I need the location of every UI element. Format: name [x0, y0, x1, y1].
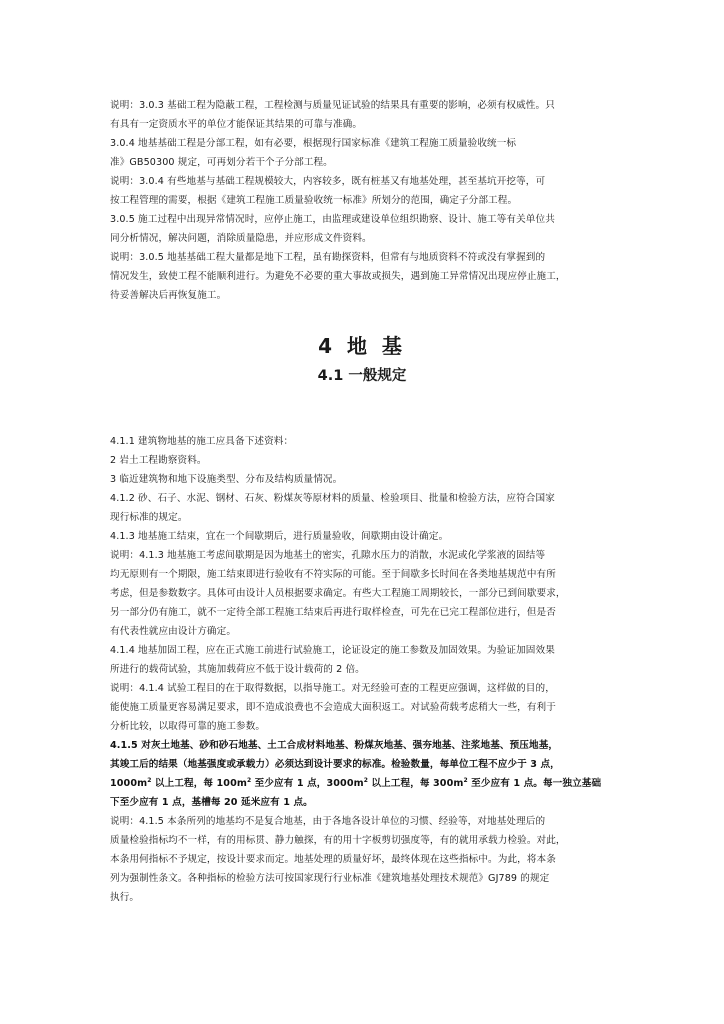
text-line: 现行标准的规定。 [110, 512, 188, 523]
text-line: 本条用何指标不予规定，按设计要求而定。地基处理的质量好坏，最终体现在这些指标中。为此，将本条 [110, 854, 556, 865]
paragraph-group [110, 96, 630, 305]
text-line: 有具有一定资质水平的单位才能保证其结果的可靠与准确。 [110, 119, 363, 130]
text-line: 说明：4.1.3 地基施工考虑间歇期是因为地基土的密实，孔隙水压力的消散，水泥或化学浆液的固结等 [110, 550, 546, 561]
clause-line: 4.1.5 对灰土地基、砂和砂石地基、土工合成材料地基、粉煤灰地基、强夯地基、注浆地基、预压地基， [110, 740, 559, 751]
text-line: 有代表性就应由设计方确定。 [110, 626, 237, 637]
text-line: 4.1.4 地基加固工程，应在正式施工前进行试验施工，论证设定的施工参数及加固效果。为验证加固效果 [110, 645, 555, 656]
text-line: 说明：3.0.5 地基基础工程大量都是地下工程，虽有勘探资料，但常有与地质资料不符或没有掌握到的 [110, 252, 546, 263]
text-line: 4.1.2 砂、石子、水泥、钢材、石灰、粉煤灰等原材料的质量、检验项目、批量和检验方法，应符合国家 [110, 493, 555, 504]
text-line: 执行。 [110, 892, 140, 903]
text-line: 4.1.3 地基施工结束，宜在一个间歇期后，进行质量验收，间歇期由设计确定。 [110, 531, 449, 542]
text-block-explanation-4-1-5 [110, 812, 630, 907]
text-line: 另一部分仍有施工，就不一定待全部工程施工结束后再进行取样检查，可先在已完工程部位进行，但是否 [110, 607, 556, 618]
text-line: 分析比较，以取得可靠的施工参数。 [110, 721, 266, 732]
clause-line: $1000m^2$ 以上工程，每 $100m^2$ 至少应有 1 点，$3000m^2$ 以上工程，每 $300m^2$ 至少应有 1 点。每一独立基础 [110, 777, 602, 789]
text-line: 3 临近建筑物和地下设施类型、分布及结构质量情况。 [110, 474, 343, 485]
text-line: 同分析情况，解决问题，消除质量隐患，并应形成文件资料。 [110, 233, 372, 244]
paragraph-group [110, 812, 630, 907]
text-line: 准》GB50300 规定，可再划分若干个子分部工程。 [110, 157, 333, 168]
text-line: 均无原则有一个期限，施工结束即进行验收有不符实际的可能。至于间歇多长时间在各类地基规范中有所 [110, 569, 556, 580]
clause-line: 下至少应有 1 点，基槽每 20 延米应有 1 点。 [110, 797, 313, 808]
text-line: 2 岩土工程勘察资料。 [110, 455, 207, 466]
paragraph-group [110, 432, 630, 736]
chapter-title: 4 地 基 [318, 334, 406, 358]
text-line: 说明：3.0.3 基础工程为隐蔽工程，工程检测与质量见证试验的结果具有重要的影响，必须有权威性。只 [110, 100, 555, 111]
section-title: 4.1 一般规定 [317, 368, 407, 384]
text-line: 待妥善解决后再恢复施工。 [110, 290, 227, 301]
text-line: 情况发生，致使工程不能顺利进行。为避免不必要的重大事故或损失，遇到施工异常情况出现应停止施工， [110, 271, 566, 282]
text-line: 4.1.1 建筑物地基的施工应具备下述资料： [110, 436, 294, 447]
text-line: 列为强制性条文。各种指标的检验方法可按国家现行行业标准《建筑地基处理技术规范》GJ789 的规定 [110, 873, 550, 884]
text-block-section-4-1 [110, 432, 630, 736]
text-line: 能使施工质量更容易满足要求，即不造成浪费也不会造成大面积返工。对试验荷载考虑稍大一些，有利于 [110, 702, 556, 713]
text-line: 说明：4.1.5 本条所列的地基均不是复合地基，由于各地各设计单位的习惯、经验等，对地基处理后的 [110, 816, 546, 827]
clause-line: 其竣工后的结果（地基强度或承载力）必须达到设计要求的标准。检验数量，每单位工程不应少于 3 点， [110, 759, 560, 770]
text-line: 质量检验指标均不一样，有的用标贯、静力触探，有的用十字板剪切强度等，有的就用承载力检验。对此， [110, 835, 566, 846]
text-line: 考虑，但是参数数字。具体可由设计人员根据要求确定。有些大工程施工周期较长，一部分已到间歇要求， [110, 588, 566, 599]
text-block-section-3 [110, 96, 630, 305]
mandatory-clause-4-1-5 [110, 736, 630, 812]
text-line: 3.0.4 地基基础工程是分部工程，如有必要，根据现行国家标准《建筑工程施工质量验收统一标 [110, 138, 517, 149]
text-line: 按工程管理的需要，根据《建筑工程施工质量验收统一标准》所划分的范围，确定子分部工程。 [110, 195, 518, 206]
text-line: 说明：4.1.4 试验工程目的在于取得数据，以指导施工。对无经验可查的工程更应强调，这样做的目的， [110, 683, 555, 694]
text-line: 3.0.5 施工过程中出现异常情况时，应停止施工，由监理或建设单位组织勘察、设计、施工等有关单位共 [110, 214, 555, 225]
text-line: 所进行的载荷试验，其施加载荷应不低于设计载荷的 2 倍。 [110, 664, 365, 675]
bold-clause [110, 736, 630, 812]
text-line: 说明：3.0.4 有些地基与基础工程规模较大，内容较多，既有桩基又有地基处理，甚至基坑开挖等，可 [110, 176, 546, 187]
